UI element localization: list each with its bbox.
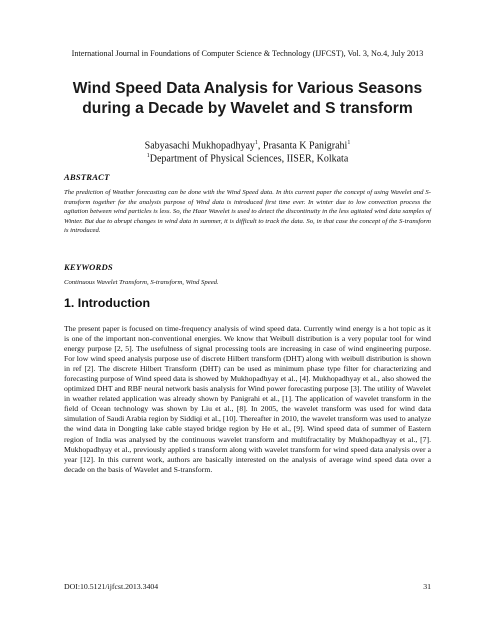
author-1-affil-mark: 1 [254,140,258,146]
affiliation-mark: 1 [146,153,150,159]
abstract-heading: ABSTRACT [64,172,110,182]
page-number: 31 [423,582,431,591]
title-line-2: during a Decade by Wavelet and S transform [82,100,413,117]
author-separator: , [257,140,263,152]
affiliation-line [0,150,495,165]
title-line-1: Wind Speed Data Analysis for Various Seasons [72,80,423,97]
paper-title [60,79,435,119]
journal-header: International Journal in Foundations of Computer Science & Technology (IJFCST), Vol. 3, No.4, July 2013 [71,49,424,58]
keywords-text: Continuous Wavelet Transform, S-transform, Wind Speed. [64,279,219,286]
footer-doi: DOI:10.5121/ijfcst.2013.3404 [64,582,159,591]
keywords-heading: KEYWORDS [64,262,113,272]
author-2: Prasanta K Panigrahi [262,140,348,152]
author-1: Sabyasachi Mukhopadhyay [144,140,255,152]
affiliation-text: Department of Physical Sciences, IISER, Kolkata [149,153,349,165]
abstract-text: The prediction of Weather forecasting can be done with the Wind Speed data. In this current paper the concept of using Wavelet and S-transform together for the analysis purpose of Wind data is introduced first time ever. In winter due to low convection process the agitation between wind particles is less. So, the Haar Wavelet is used to detect the discontinuity in the less agitated wind data samples of Winter. But due to abrupt changes in wind data in summer, it is difficult to track the data. So, in that case the concept of the S-transform is introduced. [64,189,431,234]
introduction-text: The present paper is focused on time-frequency analysis of wind speed data. Currently wind energy is a hot topic as it is one of the important non-conventional energies. We know that Weibull distribution is a very popular tool for wind energy purpose [2, 5]. The usefulness of signal processing tools are increasing in case of wind engineering purpose. For low wind speed analysis purpose use of discrete Hilbert transform (DHT) along with weibull distribution is shown in ref [2]. The discrete Hilbert Transform (DHT) can be used as minimum phase type filter for characterizing and forecasting purpose of Wind speed data is showed by Mukhopadhyay et al., [4]. Mukhopadhyay et al., also showed the optimized DHT and RBF neural network basis analysis for Wind power forecasting purpose [3]. The utility of Wavelet in weather related application was already shown by Panigrahi et al., [1]. The application of wavelet transform in the field of Ocean technology was shown by Liu et al., [8]. In 2005, the wavelet transform was used for wind data simulation of Saudi Arabia region by Siddiqi et al., [10]. Thereafter in 2010, the wavelet transform was used to analyze the wind data in Dongting lake cable stayed bridge region by He et al., [9]. Wind speed data of summer of Eastern region of India was analysed by the continuous wavelet transform and multifractality by Mukhopadhyay et al., [7]. Mukhopadhyay et al., previously applied s transform along with wavelet transform for wind speed data analysis over a year [12]. In this current work, authors are basically interested on the analysis of average wind speed data over a decade on the basis of Wavelet and S-transform. [64,324,431,474]
author-2-affil-mark: 1 [347,140,351,146]
introduction-heading: 1. Introduction [64,296,151,310]
